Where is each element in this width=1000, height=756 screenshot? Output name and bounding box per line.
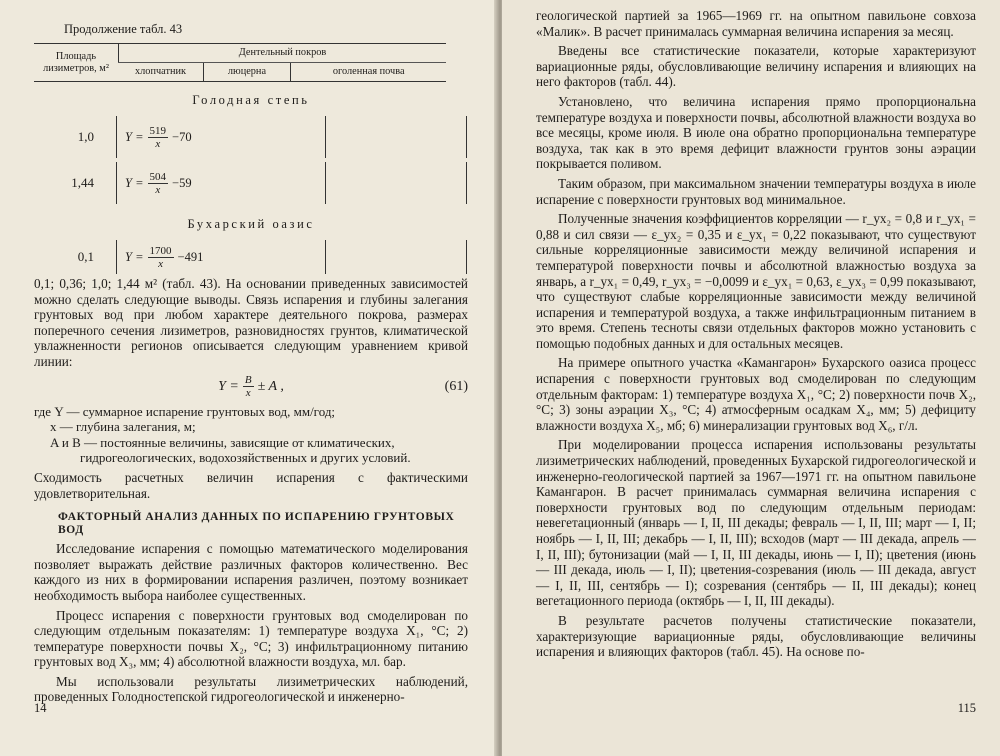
subcol-cotton: хлопчатник (135, 66, 186, 77)
definition-line: где Y — суммарное испарение грунтовых вод, мм/год; (34, 403, 336, 419)
left-page (0, 0, 498, 756)
formula-cell (116, 162, 326, 204)
area-value: 0,1 (77, 249, 94, 264)
empty-cell (326, 240, 467, 274)
formula-cell (116, 116, 326, 158)
paragraph: Процесс испарения с поверхности грунтовых вод смоделирован по следующим отдельным показателям: 1) температуре воздуха X₁, °C; 2) температуре поверхности почвы X₂, °C; 3) инфильтрационному питанию грунтовых вод X₃, мм; 4) абсолютной влажности воздуха, мл. бар. (34, 607, 468, 670)
paragraph: Сходимость расчетных величин испарения с фактическими удовлетворительная. (34, 469, 468, 501)
paragraph: Установлено, что величина испарения прямо пропорциональна температуре воздуха и поверхности почвы, абсолютной влажности воздуха во все месяцы, кроме июля. В июле она обратно пропорциональна температуре воздуха, так как в это время дефицит влажности грунтов зоны аэрации покрывается поливом. (536, 93, 976, 172)
paragraph: 0,1; 0,36; 1,0; 1,44 м² (табл. 43). На основании приведенных зависимостей можно сделать следующие выводы. Связь испарения и глубины залегания грунтовых вод при любом характере деятельного покрова, размерах поперечного сечения лизиметров, разновидностях грунтов, климатической увлажненности регионов описывается следующим уравнением кривой линии: (34, 276, 468, 369)
fraction (148, 245, 174, 270)
variable-definitions (34, 404, 468, 466)
formula-row (34, 114, 468, 160)
page-number: 115 (957, 701, 976, 715)
fraction-numerator: 1700 (149, 244, 172, 257)
fraction (148, 125, 169, 150)
equation-61 (34, 370, 468, 404)
right-page (502, 0, 1000, 756)
formula-cell (116, 240, 326, 274)
paragraph: При моделировании процесса испарения использованы результаты лизиметрических наблюдений, проведенных Бухарской гидрогеологической и инженерно-геологической партией за 1967—1971 гг. на опытном павильоне Камангарон. В расчет принималась суммарная величина испарения с поверхности грунтовых вод по следующим отдельным периодам: невегетационный (январь — I, II, III декады; февраль — I, II, III; март — I, II; ноябрь — I, II, III; декабрь — I, II, III); всходов (март — III декада, апрель — I, II, III); бутонизации (май — I, II, III декады, июнь — I, II); цветения (июнь — III декада, июль — I, II); цветения-созревания (июль — III декада, август — I, II, III, сентябрь — I); созревания (сентябрь — II, III декады); конец вегетационного периода (октябрь — I, II, III декады). (536, 437, 976, 609)
formula-prefix: Y = (125, 129, 144, 144)
formula-suffix: −70 (172, 129, 192, 144)
paragraph: В результате расчетов получены статистические показатели, характеризующие вариационные ряды, обусловливающие величины испарения и влияющих факторов (табл. 45). На основе по- (536, 612, 976, 660)
empty-cell (326, 162, 467, 204)
equation-fraction (243, 374, 254, 399)
equation-number: (61) (444, 378, 468, 394)
page-number: 14 (34, 701, 47, 715)
paragraph: Мы использовали результаты лизиметрических наблюдений, проведенных Голодностепской гидрогеологической и инженерно- (34, 673, 468, 705)
col-group-header: Дентельный покров (119, 44, 447, 63)
subcol-alfalfa: люцерна (203, 63, 291, 82)
paragraph: Полученные значения коэффициентов корреляции — r_yx₂ = 0,8 и r_yx₁ = 0,88 и сил связи — ε_yx₂ = 0,35 и ε_yx₁ = 0,22 показывают, что существуют сильные корреляционные зависимости между величиной испарения и температурой поверхности почвы и абсолютной влажностью воздуха за январь, а r_yx₁ = 0,49, r_yx₃ = −0,0099 и ε_yx₁ = 0,63, ε_yx₃ = 0,99 показывают, что существуют слабые корреляционные зависимости между величиной испарения и температурой воздуха, а также инфильтрационным питанием в это время. Степень тесноты связи отдельных факторов можно установить с помощью подобных данных и для остальных месяцев. (536, 211, 976, 351)
equation-lhs: Y = (218, 378, 239, 394)
definition-line: x — глубина залегания, м; (50, 419, 196, 435)
formula-row (34, 160, 468, 206)
definition-line: A и B — постоянные величины, зависящие от климатических, гидрогеологических, водохозяйственных и других условий. (50, 434, 411, 466)
subcol-bare-soil: оголенная почва (291, 63, 446, 82)
paragraph: Исследование испарения с помощью математического моделирования позволяет выражать действие различных факторов количественно. Вес каждого из них в формировании испарения различен, поэтому возникает необходимость выбора наиболее существенных. (34, 541, 468, 603)
formula-prefix: Y = (125, 175, 144, 190)
paragraph: Введены все статистические показатели, которые характеризуют вариационные ряды, обусловливающие величину испарения и влияющих на него факторов (табл. 44). (536, 43, 976, 90)
paragraph: На примере опытного участка «Камангарон» Бухарского оазиса процесс испарения с поверхности грунтовых вод смоделирован по следующим отдельным факторам: 1) температуре воздуха X₁, °C; 2) поверхности почв X₂, °C; 3) зоны аэрации X₃, °C; 4) атмосферным осадкам X₄, мм; 5) дефициту влажности воздуха X₅, мб; 6) минерализации грунтовых вод X₆, г/л. (536, 355, 976, 433)
fraction-numerator: 519 (149, 124, 167, 137)
lysimeter-table (34, 43, 446, 82)
fraction-denominator: x (158, 257, 163, 270)
fraction-numerator: 504 (149, 170, 167, 183)
empty-cell (326, 116, 467, 158)
fraction-denominator: x (155, 137, 161, 150)
fraction (148, 171, 169, 196)
fraction-denominator: x (155, 183, 161, 196)
formula-suffix: −491 (177, 249, 204, 264)
equation-denominator: x (245, 387, 251, 400)
region-title-1: Голодная степь (192, 93, 310, 107)
area-value: 1,0 (77, 129, 94, 144)
region-title-2: Бухарский оазис (187, 217, 315, 231)
paragraph: геологической партией за 1965—1969 гг. на опытном павильоне совхоза «Малик». В расчет принималась суммарная величина испарения за месяц. (536, 8, 976, 39)
table-caption: Продолжение табл. 43 (64, 22, 183, 36)
area-value: 1,44 (71, 175, 94, 190)
formula-suffix: −59 (172, 175, 192, 190)
equation-numerator: B (244, 374, 252, 387)
paragraph: Таким образом, при максимальном значении температуры воздуха в июле испарение с поверхности грунтовых вод минимальное. (536, 175, 976, 207)
formula-row (34, 238, 468, 276)
formula-prefix: Y = (125, 249, 144, 264)
col-area-header: Площадь лизиметров, м² (34, 44, 119, 82)
equation-rhs: ± A , (257, 378, 284, 394)
section-heading: ФАКТОРНЫЙ АНАЛИЗ ДАННЫХ ПО ИСПАРЕНИЮ ГРУНТОВЫХ ВОД (58, 511, 455, 537)
